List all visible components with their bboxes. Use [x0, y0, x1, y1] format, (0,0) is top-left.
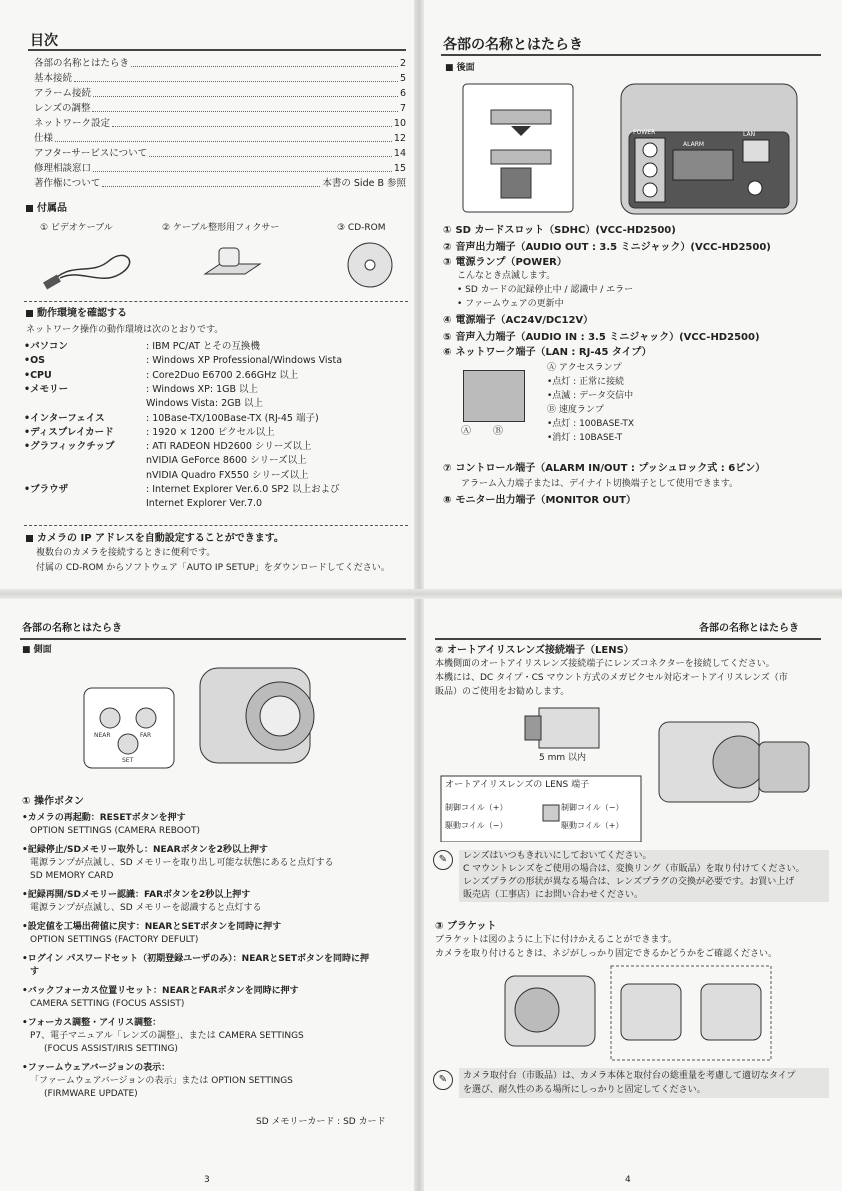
title-rule [441, 54, 821, 56]
bracket-diagram [501, 964, 801, 1064]
pencil-icon: ✎ [433, 850, 453, 870]
toc-page: 12 [393, 133, 406, 144]
toc-row [34, 133, 406, 145]
env-row [24, 354, 414, 368]
diag-label-power: POWER [633, 129, 656, 136]
env-value: nVIDIA GeForce 8600 シリーズ以上 [146, 455, 307, 467]
toc-label: 仕様 [34, 133, 54, 144]
accessory-video-cable: ① ビデオケーブル [40, 223, 113, 233]
env-key: •パソコン [24, 341, 68, 352]
op-ref: OPTION SETTINGS (FACTORY DEFULT) [30, 935, 199, 945]
env-key: •ブラウザ [24, 484, 69, 495]
accessories-title: 付属品 [37, 203, 67, 214]
op-ref: SD MEMORY CARD [30, 871, 114, 881]
toc-page: 15 [393, 163, 406, 174]
item-number: ⑧ [443, 495, 452, 506]
diag-label-alarm: ALARM [683, 141, 705, 148]
env-value: : Internet Explorer Ver.6.0 SP2 以上および [146, 484, 340, 495]
op-heading: •ログイン パスワードセット（初期登録ユーザのみ）：NEARとSETボタンを同時に押 [22, 954, 370, 964]
toc-row [34, 88, 406, 100]
item-text: SD カードスロット（SDHC）(VCC-HD2500) [455, 225, 676, 236]
item-number: ⑦ [443, 463, 452, 474]
op-ref-cont: (FIRMWARE UPDATE) [44, 1089, 138, 1099]
note1-line: レンズはいつもきれいにしておいてください。 [463, 851, 652, 861]
lan-desc-line: Ⓐ アクセスランプ [547, 363, 622, 373]
op-ref: P7、電子マニュアル「レンズの調整」、または CAMERA SETTINGS [30, 1031, 304, 1041]
env-row [24, 483, 414, 497]
rear-item [443, 494, 636, 508]
lan-desc-line: •点灯 : 100BASE-TX [547, 419, 635, 429]
toc-row [34, 73, 406, 85]
op-heading: •ファームウェアバージョンの表示： [22, 1063, 171, 1073]
lens-line: 本機側面のオートアイリスレンズ接続端子にレンズコネクターを接続してください。 [435, 659, 775, 669]
env-value: : 10Base-TX/100Base-TX (RJ-45 端子) [146, 412, 319, 424]
fold-line-horizontal [0, 589, 842, 599]
env-key: •インターフェイス [24, 412, 105, 424]
page-toc [0, 0, 416, 590]
btn-set-label: SET [122, 757, 134, 764]
section-sub: ■ 側面 [22, 645, 52, 655]
power-desc-line: こんなとき点滅します。 [457, 271, 556, 281]
divider [24, 301, 408, 302]
env-value: : Core2Duo E6700 2.66GHz 以上 [146, 369, 299, 381]
rear-item [443, 224, 676, 238]
env-row [24, 383, 414, 397]
power-desc-line: • ファームウェアの更新中 [457, 299, 564, 309]
pin-3: 駆動コイル（−） [445, 821, 508, 830]
rear-item [443, 241, 771, 255]
pencil-icon: ✎ [433, 1070, 453, 1090]
op-sub: 電源ランプが点滅し、SD メモリーを認識すると点灯する [30, 903, 262, 913]
item-text: ネットワーク端子（LAN : RJ-45 タイプ） [455, 347, 652, 358]
item-text: 電源ランプ（POWER） [455, 257, 567, 268]
env-value: : Windows XP Professional/Windows Vista [146, 355, 343, 367]
side-panel-diagram [80, 658, 400, 788]
env-key: •OS [24, 355, 45, 367]
toc-leader [74, 73, 398, 82]
env-row [24, 369, 414, 383]
env-row [24, 426, 414, 440]
ip-line: 複数台のカメラを接続するときに便利です。 [36, 548, 216, 558]
op-heading: •カメラの再起動：RESETボタンを押す [22, 813, 186, 823]
note1-line: 販売店（工事店）にお問い合わせください。 [463, 890, 644, 900]
toc-page: 5 [399, 73, 406, 84]
ip-title: カメラの IP アドレスを自動設定することができます。 [37, 533, 284, 544]
lens-title: ② オートアイリスレンズ接続端子（LENS） [435, 645, 634, 656]
toc-row [34, 103, 406, 115]
op-heading: •記録停止/SDメモリー取外し：NEARボタンを2秒以上押す [22, 845, 268, 855]
op-heading: •バックフォーカス位置リセット：NEARとFARボタンを同時に押す [22, 986, 299, 996]
toc-label: ネットワーク設定 [34, 118, 111, 129]
toc-page: 7 [399, 103, 406, 114]
env-key: •グラフィックチップ [24, 441, 115, 453]
note2-line: を選び、耐久性のある場所にしっかりと固定してください。 [463, 1085, 706, 1095]
toc-page: 6 [399, 88, 406, 99]
toc-row [34, 163, 406, 175]
env-row [24, 454, 414, 468]
env-row [24, 340, 414, 354]
title-rule [20, 638, 406, 640]
toc-label: レンズの調整 [34, 103, 91, 114]
toc-page: 10 [393, 118, 406, 129]
note1-line: C マウントレンズをご使用の場合は、変換リング（市販品）を取り付けてください。 [463, 864, 805, 874]
title-rule [435, 638, 821, 640]
toc-label: 著作権について [34, 178, 101, 189]
toc-label: 各部の名称とはたらき [34, 58, 130, 69]
toc-row [34, 58, 406, 70]
op-ref: CAMERA SETTING (FOCUS ASSIST) [30, 999, 185, 1009]
page-side [0, 598, 416, 1191]
env-row [24, 469, 414, 483]
env-row [24, 440, 414, 454]
lan-mark-b: Ⓑ [493, 426, 503, 437]
toc-label: 修理相談窓口 [34, 163, 92, 174]
lan-jack-icon [463, 370, 525, 422]
bracket-line: カメラを取り付けるときは、ネジがしっかり固定できるかどうかをご確認ください。 [435, 949, 778, 959]
env-value: Internet Explorer Ver.7.0 [146, 498, 263, 510]
env-title: 動作環境を確認する [37, 308, 127, 319]
btn-far-label: FAR [140, 732, 152, 739]
page-side-cont [421, 598, 842, 1191]
env-value: : IBM PC/AT とその互換機 [146, 341, 260, 352]
section-sub: ■ 後面 [445, 63, 475, 73]
op-heading: •設定値を工場出荷値に戻す：NEARとSETボタンを同時に押す [22, 922, 282, 932]
item-number: ② [443, 242, 452, 253]
item-number: ④ [443, 315, 452, 326]
item-text: コントロール端子（ALARM IN/OUT : プッシュロック式 : 6ピン） [455, 463, 766, 474]
toc-row [34, 178, 406, 190]
lan-desc-line: Ⓑ 速度ランプ [547, 405, 604, 415]
env-key: •ディスプレイカード [24, 426, 114, 438]
op-ref: OPTION SETTINGS (CAMERA REBOOT) [30, 826, 200, 836]
op-heading-cont: す [30, 967, 40, 977]
toc-label: アラーム接続 [34, 88, 92, 99]
env-row [24, 497, 414, 511]
toc-leader [102, 178, 320, 187]
toc-leader [55, 133, 392, 142]
op-ref-cont: (FOCUS ASSIST/IRIS SETTING) [44, 1044, 178, 1054]
toc-rule [28, 49, 406, 51]
pin-1: 制御コイル（+） [445, 803, 508, 812]
env-value: : ATI RADEON HD2600 シリーズ以上 [146, 441, 312, 453]
pin-2: 制御コイル（−） [561, 803, 624, 812]
toc-page: 2 [399, 58, 406, 69]
lan-desc-line: •点滅 : データ交信中 [547, 391, 634, 401]
lens-box-title: オートアイリスレンズの LENS 端子 [445, 780, 590, 790]
page-title: 各部の名称とはたらき [443, 37, 583, 53]
page-title: 各部の名称とはたらき [22, 623, 122, 634]
rear-item [443, 314, 593, 328]
env-intro: ネットワーク操作の動作環境は次のとおりです。 [26, 325, 224, 335]
pin-4: 駆動コイル（+） [561, 821, 624, 830]
item-number: ① [443, 225, 452, 236]
rear-item [443, 346, 651, 360]
toc-leader [149, 148, 392, 157]
btn-near-label: NEAR [94, 732, 111, 739]
rear-item [443, 256, 567, 270]
toc-label: 基本接続 [34, 73, 73, 84]
lens-line: 本機には、DC タイプ・CS マウント方式のメガピクセル対応オートアイリスレンズ（市 [435, 673, 788, 683]
env-row [24, 412, 414, 426]
power-desc-line: • SD カードの記録停止中 / 認識中 / エラー [457, 285, 634, 295]
env-value: Windows Vista: 2GB 以上 [146, 398, 264, 410]
env-key: •CPU [24, 369, 52, 381]
rear-item [443, 462, 765, 476]
op-heading: •記録再開/SDメモリー認識：FARボタンを2秒以上押す [22, 890, 251, 900]
rear-panel-diagram [461, 80, 831, 220]
op-ref: 「ファームウェアバージョンの表示」または OPTION SETTINGS [30, 1076, 293, 1086]
op-sub: 電源ランプが点滅し、SD メモリーを取り出し可能な状態にあると点灯する [30, 858, 334, 868]
page-title: 各部の名称とはたらき [699, 623, 799, 634]
ip-line: 付属の CD-ROM からソフトウェア「AUTO IP SETUP」をダウンロードしてください。 [36, 563, 390, 573]
toc-row [34, 118, 406, 130]
op-title: ① 操作ボタン [22, 796, 84, 807]
toc-leader [131, 58, 398, 67]
accessory-illustrations [30, 238, 410, 294]
lan-desc-line: •消灯 : 10BASE-T [547, 433, 623, 443]
toc-leader [93, 88, 398, 97]
env-key: •メモリー [24, 383, 69, 395]
env-value: nVIDIA Quadro FX550 シリーズ以上 [146, 469, 309, 481]
bracket-line: ブラケットは図のように上下に付けかえることができます。 [435, 935, 677, 945]
lan-mark-a: Ⓐ [461, 426, 471, 437]
page-rear [421, 0, 842, 590]
item-text: 電源端子（AC24V/DC12V） [455, 315, 594, 326]
note2-line: カメラ取付台（市販品）は、カメラ本体と取付台の総重量を考慮して適切なタイプ [463, 1071, 796, 1081]
env-value: : 1920 × 1200 ピクセル以上 [146, 426, 275, 438]
toc-page: 本書の Side B 参照 [322, 178, 406, 189]
item-text: 音声入力端子（AUDIO IN : 3.5 ミニジャック）(VCC-HD2500) [455, 332, 760, 343]
env-row [24, 397, 414, 411]
item-number: ⑤ [443, 332, 452, 343]
op-heading: •フォーカス調整・アイリス調整： [22, 1018, 162, 1028]
mm-label: 5 mm 以内 [539, 753, 586, 763]
page-number: 4 [625, 1175, 631, 1185]
item-text: 音声出力端子（AUDIO OUT : 3.5 ミニジャック）(VCC-HD2500) [455, 242, 771, 253]
env-value: : Windows XP: 1GB 以上 [146, 383, 259, 395]
env-heading [26, 307, 127, 321]
accessory-cdrom: ③ CD-ROM [337, 223, 386, 233]
page-number: 3 [204, 1175, 210, 1185]
accessory-fixer: ② ケーブル整形用フィクサー [162, 223, 280, 233]
ctrl-desc: アラーム入力端子または、デイナイト切換端子として使用できます。 [461, 479, 739, 489]
toc-label: アフターサービスについて [34, 148, 148, 159]
divider [24, 525, 408, 526]
item-text: モニター出力端子（MONITOR OUT） [455, 495, 636, 506]
lens-line: 販品）のご使用をお勧めします。 [435, 687, 570, 697]
footnote: SD メモリーカード : SD カード [256, 1117, 386, 1127]
toc-leader [92, 103, 397, 112]
toc-leader [112, 118, 392, 127]
accessories-heading [26, 202, 67, 216]
toc-row [34, 148, 406, 160]
item-number: ③ [443, 257, 452, 268]
toc-title: 目次 [30, 33, 58, 49]
diag-label-lan: LAN [743, 131, 756, 138]
rear-item [443, 331, 760, 345]
toc-leader [93, 163, 392, 172]
bracket-title: ③ ブラケット [435, 921, 497, 932]
note1-line: レンズプラグの形状が異なる場合は、レンズプラグの交換が必要です。お買い上げ [463, 877, 795, 887]
lan-desc-line: •点灯 : 正常に接続 [547, 377, 625, 387]
toc-page: 14 [393, 148, 406, 159]
item-number: ⑥ [443, 347, 452, 358]
ip-heading [26, 532, 284, 546]
